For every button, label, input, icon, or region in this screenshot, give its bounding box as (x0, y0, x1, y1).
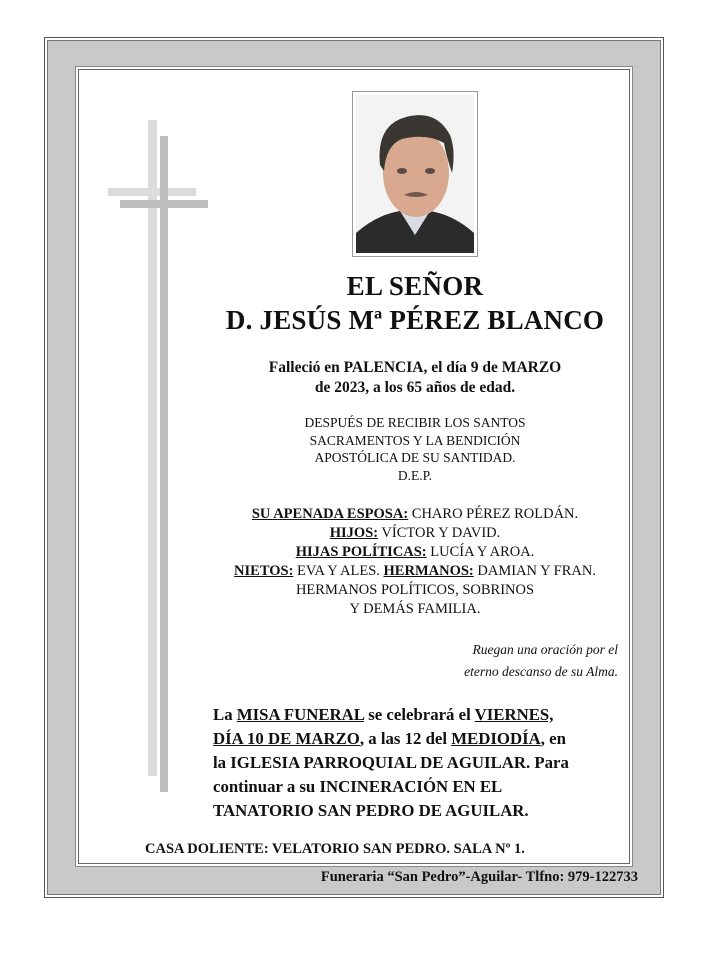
spouse-line (195, 505, 635, 524)
mass-text: se celebrará el (364, 705, 475, 724)
siblings-label: HERMANOS: (383, 563, 474, 579)
grandchildren-siblings-line (195, 562, 635, 581)
mass-line (213, 703, 623, 727)
mass-line: la IGLESIA PARROQUIAL DE AGUILAR. Para (213, 753, 569, 772)
mass-line (213, 727, 623, 751)
sacraments-text (200, 414, 630, 484)
mass-text: La (213, 705, 237, 724)
death-age: de 2023, a los 65 años de edad. (314, 379, 516, 396)
rip-abbreviation: D.E.P. (397, 467, 433, 483)
mass-line: TANATORIO SAN PEDRO DE AGUILAR. (213, 801, 529, 820)
mass-highlight: MISA FUNERAL (236, 705, 365, 724)
prayer-line: eterno descanso de su Alma. (464, 664, 618, 679)
children-line (195, 524, 635, 543)
sacraments-line: DESPUÉS DE RECIBIR LOS SANTOS (304, 415, 526, 430)
mass-highlight: MEDIODÍA (451, 729, 541, 748)
portrait-image (356, 95, 474, 253)
mass-highlight: VIERNES, (474, 705, 554, 724)
deceased-name: D. JESÚS Mª PÉREZ BLANCO (225, 305, 605, 335)
funeral-mass-announcement (213, 703, 623, 823)
prayer-line: Ruegan una oración por el (472, 642, 618, 657)
mass-text: , a las 12 del (359, 729, 452, 748)
spouse-label: SU APENADA ESPOSA: (251, 506, 409, 522)
spouse-value: CHARO PÉREZ ROLDÁN. (408, 506, 579, 522)
mass-text: , en (540, 729, 566, 748)
prayer-request (358, 639, 618, 683)
funeral-home-contact: Funeraria “San Pedro”-Aguilar- Tlfno: 979-122733 (320, 869, 638, 885)
sacraments-line: SACRAMENTOS Y LA BENDICIÓN (309, 432, 521, 448)
children-label: HIJOS: (329, 525, 379, 541)
daughters-in-law-label: HIJAS POLÍTICAS: (295, 544, 427, 560)
family-list (195, 505, 635, 619)
children-value: VÍCTOR Y DAVID. (378, 525, 501, 541)
sacraments-line: APOSTÓLICA DE SU SANTIDAD. (314, 450, 516, 465)
portrait-photo (352, 91, 478, 257)
other-relatives-line: HERMANOS POLÍTICOS, SOBRINOS (295, 582, 535, 598)
daughters-in-law-value: LUCÍA Y AROA. (426, 544, 535, 560)
other-relatives-line: Y DEMÁS FAMILIA. (349, 601, 481, 617)
house-of-mourning: CASA DOLIENTE: VELATORIO SAN PEDRO. SALA Nº 1. (145, 841, 525, 857)
honorific-heading: EL SEÑOR (346, 271, 484, 301)
mass-line: continuar a su INCINERACIÓN EN EL (213, 777, 503, 796)
grandchildren-value: EVA Y ALES. (293, 563, 384, 579)
daughters-in-law-line (195, 543, 635, 562)
death-place-date: Falleció en PALENCIA, el día 9 de MARZO (268, 359, 562, 376)
mass-highlight: DÍA 10 DE MARZO (213, 729, 360, 748)
grandchildren-label: NIETOS: (234, 563, 294, 579)
siblings-value: DAMIAN Y FRAN. (473, 563, 596, 579)
death-details (200, 358, 630, 398)
